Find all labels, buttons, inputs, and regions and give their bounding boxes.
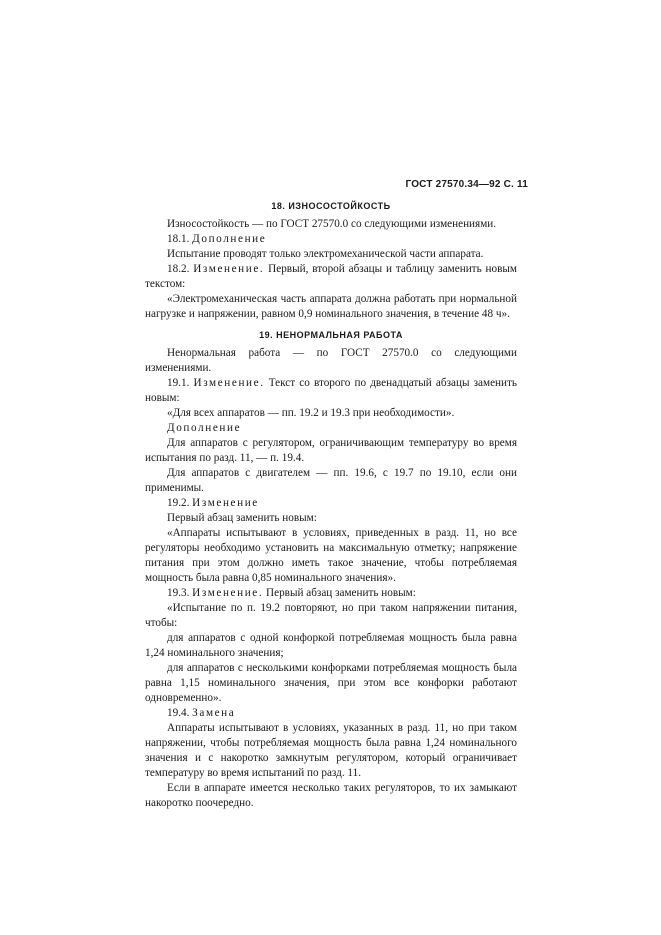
paragraph	[145, 376, 517, 406]
paragraph	[145, 496, 517, 511]
paragraph: Первый абзац заменить новым:	[167, 512, 317, 524]
clause-keyword: Замена	[192, 707, 236, 719]
clause-keyword: Изменение	[192, 497, 259, 509]
paragraph	[145, 586, 517, 601]
paragraph: Ненормальная работа — по ГОСТ 27570.0 со следующими изменениями.	[145, 347, 517, 374]
clause-number: 19.4.	[167, 707, 190, 719]
clause-keyword: Изменение.	[193, 263, 265, 275]
clause-keyword: Дополнение	[192, 233, 267, 245]
paragraph: Испытание проводят только электромеханической части аппарата.	[167, 248, 484, 260]
paragraph: «Электромеханическая часть аппарата должна работать при нормальной нагрузке и напряжении, равном 0,9 номинального значения, в течение 48 ч».	[145, 293, 517, 320]
paragraph: «Аппараты испытывают в условиях, приведенных в разд. 11, но все регуляторы необходимо установить на максимальную отметку; напряжение питания при этом должно иметь такое значение, чтобы потребляемая мощность была равна 0,85 номинального значения».	[145, 527, 517, 584]
clause-keyword: Изменение.	[193, 377, 265, 389]
paragraph: «Для всех аппаратов — пп. 19.2 и 19.3 при необходимости».	[167, 407, 455, 419]
paragraph: для аппаратов с несколькими конфорками потребляемая мощность была равна 1,15 номинального значения, при этом все конфорки работают одновременно».	[145, 662, 517, 704]
clause-number: 19.3.	[167, 587, 190, 599]
paragraph	[145, 706, 517, 721]
paragraph	[145, 421, 517, 436]
section-19-title: 19. НЕНОРМАЛЬНАЯ РАБОТА	[259, 330, 403, 340]
clause-keyword: Дополнение	[167, 422, 242, 434]
paragraph: Износостойкость — по ГОСТ 27570.0 со следующими изменениями.	[167, 218, 497, 230]
paragraph: Для аппаратов с регулятором, ограничивающим температуру во время испытания по разд. 11, — п. 19.4.	[145, 437, 517, 464]
paragraph: Если в аппарате имеется несколько таких регуляторов, то их замыкают накоротко поочередно.	[145, 782, 517, 809]
paragraph	[145, 232, 517, 247]
clause-text: Текст со второго по двенадцатый абзацы заменить новым:	[145, 377, 518, 404]
paragraph: для аппаратов с одной конфоркой потребляемая мощность была равна 1,24 номинального значения;	[145, 632, 517, 659]
clause-number: 18.2.	[167, 263, 190, 275]
paragraph	[145, 262, 517, 292]
page-content	[145, 199, 517, 811]
clause-text: Первый, второй абзацы и таблицу заменить новым текстом:	[145, 263, 517, 290]
page-header: ГОСТ 27570.34—92 С. 11	[405, 179, 528, 190]
clause-text: Первый абзац заменить новым:	[266, 587, 416, 599]
clause-keyword: Изменение.	[192, 587, 264, 599]
clause-number: 19.2.	[167, 497, 190, 509]
paragraph: «Испытание по п. 19.2 повторяют, но при таком напряжении питания, чтобы:	[145, 602, 517, 629]
clause-number: 19.1.	[167, 377, 190, 389]
paragraph: Аппараты испытывают в условиях, указанных в разд. 11, но при таком напряжении, чтобы потребляемая мощность была равна 1,24 номинального значения и с накоротко замкнутым регулятором, который ограничивает температуру во время испытаний по разд. 11.	[145, 722, 517, 779]
clause-number: 18.1.	[167, 233, 190, 245]
paragraph: Для аппаратов с двигателем — пп. 19.6, с 19.7 по 19.10, если они применимы.	[145, 467, 517, 494]
section-18-title: 18. ИЗНОСОСТОЙКОСТЬ	[271, 201, 391, 211]
